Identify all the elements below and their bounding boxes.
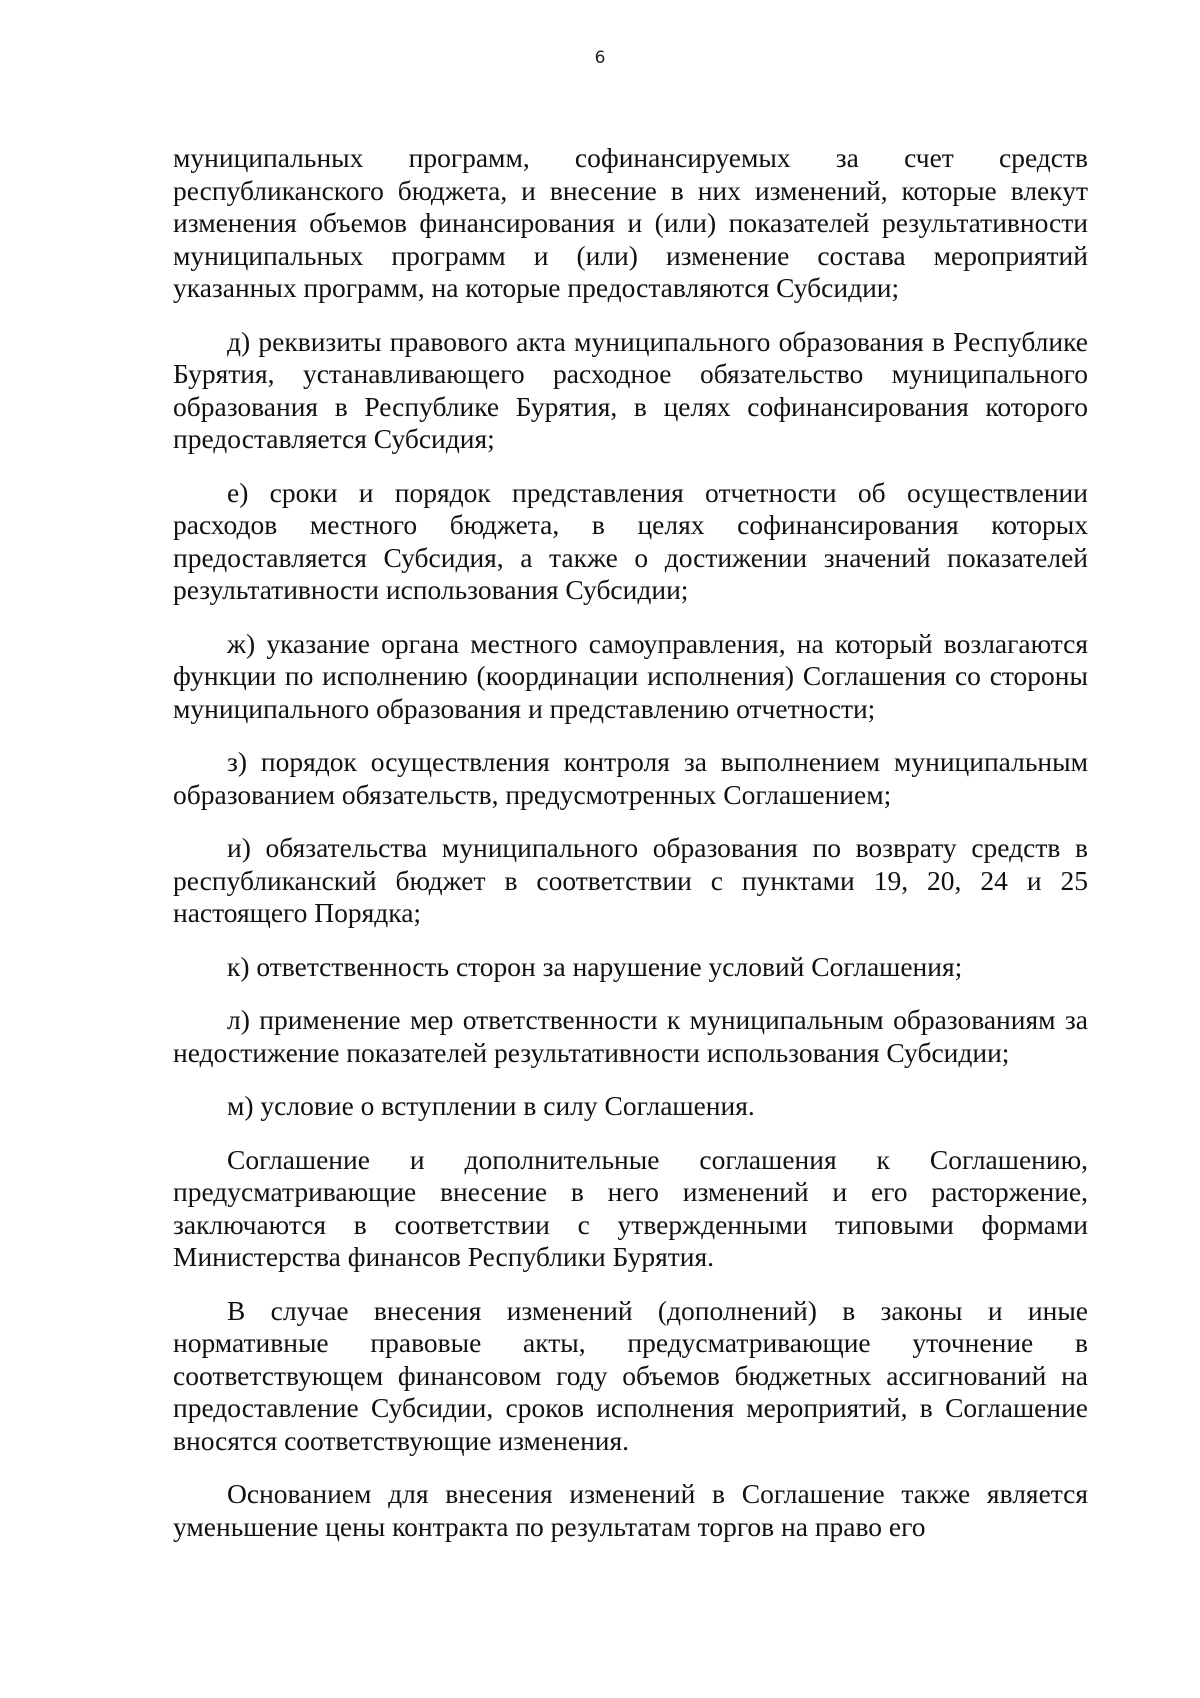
paragraph-item-zh: ж) указание органа местного самоуправления, на который возлагаются функции по исполнению (координации исполнения) Соглашения со стороны муниципального образования и представлению отчетности; <box>173 627 1088 724</box>
page-number: 6 <box>594 48 606 68</box>
document-body <box>173 142 1088 1564</box>
paragraph-item-z: з) порядок осуществления контроля за выполнением муниципальным образованием обязательств, предусмотренных Соглашением; <box>173 746 1088 810</box>
paragraph-agreement-forms: Соглашение и дополнительные соглашения к Соглашению, предусматривающие внесение в него изменений и его расторжение, заключаются в соответствии с утвержденными типовыми формами Министерства финансов Республики Бурятия. <box>173 1143 1088 1272</box>
paragraph-continuation: муниципальных программ, софинансируемых за счет средств республиканского бюджета, и внесение в них изменений, которые влекут изменения объемов финансирования и (или) показателей результативности муниципальных программ и (или) изменение состава мероприятий указанных программ, на которые предоставляются Субсидии; <box>173 142 1088 303</box>
paragraph-item-k: к) ответственность сторон за нарушение условий Соглашения; <box>227 950 963 982</box>
paragraph-contract-price: Основанием для внесения изменений в Соглашение также является уменьшение цены контракта по результатам торгов на право его <box>173 1478 1088 1542</box>
paragraph-item-i: и) обязательства муниципального образования по возврату средств в республиканский бюджет в соответствии с пунктами 19, 20, 24 и 25 настоящего Порядка; <box>173 832 1088 928</box>
paragraph-item-m: м) условие о вступлении в силу Соглашения. <box>227 1090 755 1121</box>
paragraph-item-e: е) сроки и порядок представления отчетности об осуществлении расходов местного бюджета, в целях софинансирования которых предоставляется Субсидия, а также о достижении значений показателей результативности использования Субсидии; <box>173 476 1088 605</box>
paragraph-law-changes: В случае внесения изменений (дополнений) в законы и иные нормативные правовые акты, предусматривающие уточнение в соответствующем финансовом году объемов бюджетных ассигнований на предоставление Субсидии, сроков исполнения мероприятий, в Соглашение вносятся соответствующие изменения. <box>173 1294 1088 1456</box>
paragraph-item-l: л) применение мер ответственности к муниципальным образованиям за недостижение показателей результативности использования Субсидии; <box>173 1004 1088 1068</box>
paragraph-item-d: д) реквизиты правового акта муниципального образования в Республике Бурятия, устанавливающего расходное обязательство муниципального образования в Республике Бурятия, в целях софинансирования которого предоставляется Субсидия; <box>173 325 1088 454</box>
